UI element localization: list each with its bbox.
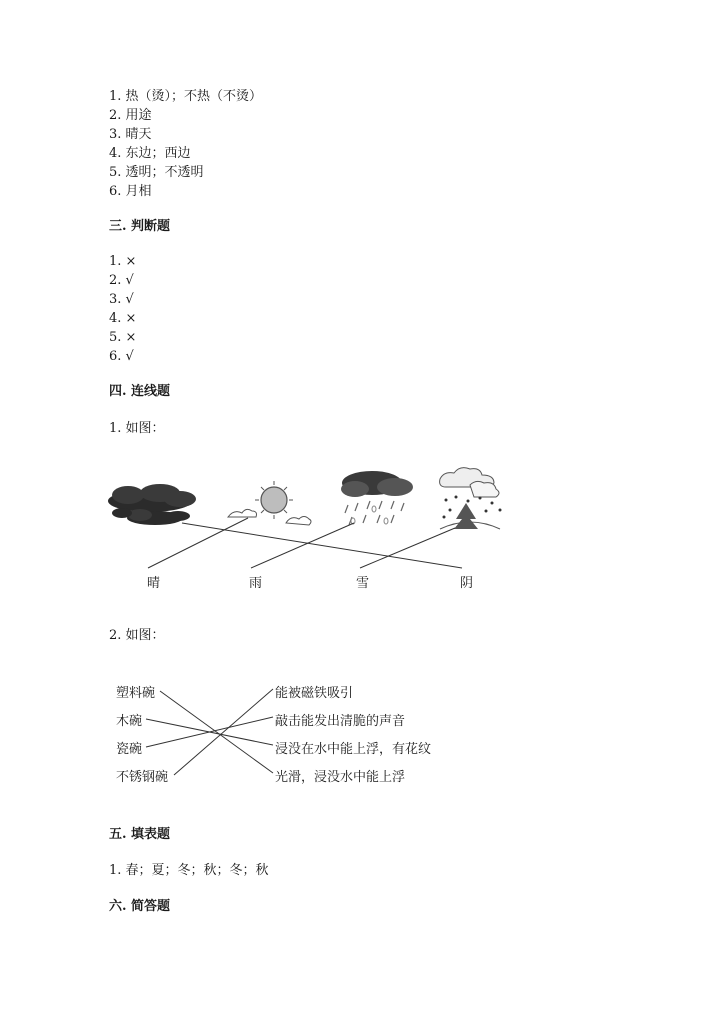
weather-matching-figure	[0, 455, 720, 615]
answer-line-6: 6. 月相	[109, 184, 152, 199]
judgement-line-6: 6. √	[109, 349, 134, 364]
property-crisp-sound: 敲击能发出清脆的声音	[275, 714, 406, 729]
judgement-line-5: 5. ×	[109, 330, 137, 345]
table-fill-answer: 1. 春；夏；冬；秋；冬；秋	[109, 863, 269, 878]
cloudy-icon	[108, 484, 196, 525]
section-heading-short-answer: 六. 简答题	[109, 899, 171, 914]
answer-line-4: 4. 东边；西边	[109, 146, 191, 161]
section-heading-matching: 四. 连线题	[109, 384, 171, 399]
answer-line-3: 3. 晴天	[109, 127, 152, 142]
property-floats-patterned: 浸没在水中能上浮，有花纹	[275, 742, 432, 757]
answer-line-2: 2. 用途	[109, 108, 152, 123]
section-heading-judgement: 三. 判断题	[109, 219, 171, 234]
property-magnetic: 能被磁铁吸引	[275, 686, 354, 701]
section-heading-table-fill: 五. 填表题	[109, 827, 171, 842]
judgement-line-4: 4. ×	[109, 311, 137, 326]
judgement-line-2: 2. √	[109, 273, 134, 288]
judgement-line-1: 1. ×	[109, 254, 137, 269]
weather-word-sunny: 晴	[147, 576, 161, 591]
bowl-steel: 不锈钢碗	[116, 770, 169, 785]
weather-word-rain: 雨	[249, 576, 263, 591]
bowl-matching-lines	[0, 675, 720, 795]
matching-q2-label: 2. 如图：	[109, 628, 165, 643]
answer-line-1: 1. 热（烫）；不热（不烫）	[109, 89, 263, 104]
bowl-porcelain: 瓷碗	[116, 742, 143, 757]
weather-word-overcast: 阴	[460, 576, 474, 591]
property-smooth-floats: 光滑，浸没水中能上浮	[275, 770, 406, 785]
rain-icon	[341, 471, 413, 525]
bowl-plastic: 塑料碗	[116, 686, 156, 701]
judgement-line-3: 3. √	[109, 292, 134, 307]
sunny-icon	[228, 481, 311, 525]
bowl-wood: 木碗	[116, 714, 143, 729]
snow-icon	[440, 468, 502, 529]
answer-line-5: 5. 透明；不透明	[109, 165, 204, 180]
weather-word-snow: 雪	[356, 576, 370, 591]
matching-q1-label: 1. 如图：	[109, 421, 165, 436]
